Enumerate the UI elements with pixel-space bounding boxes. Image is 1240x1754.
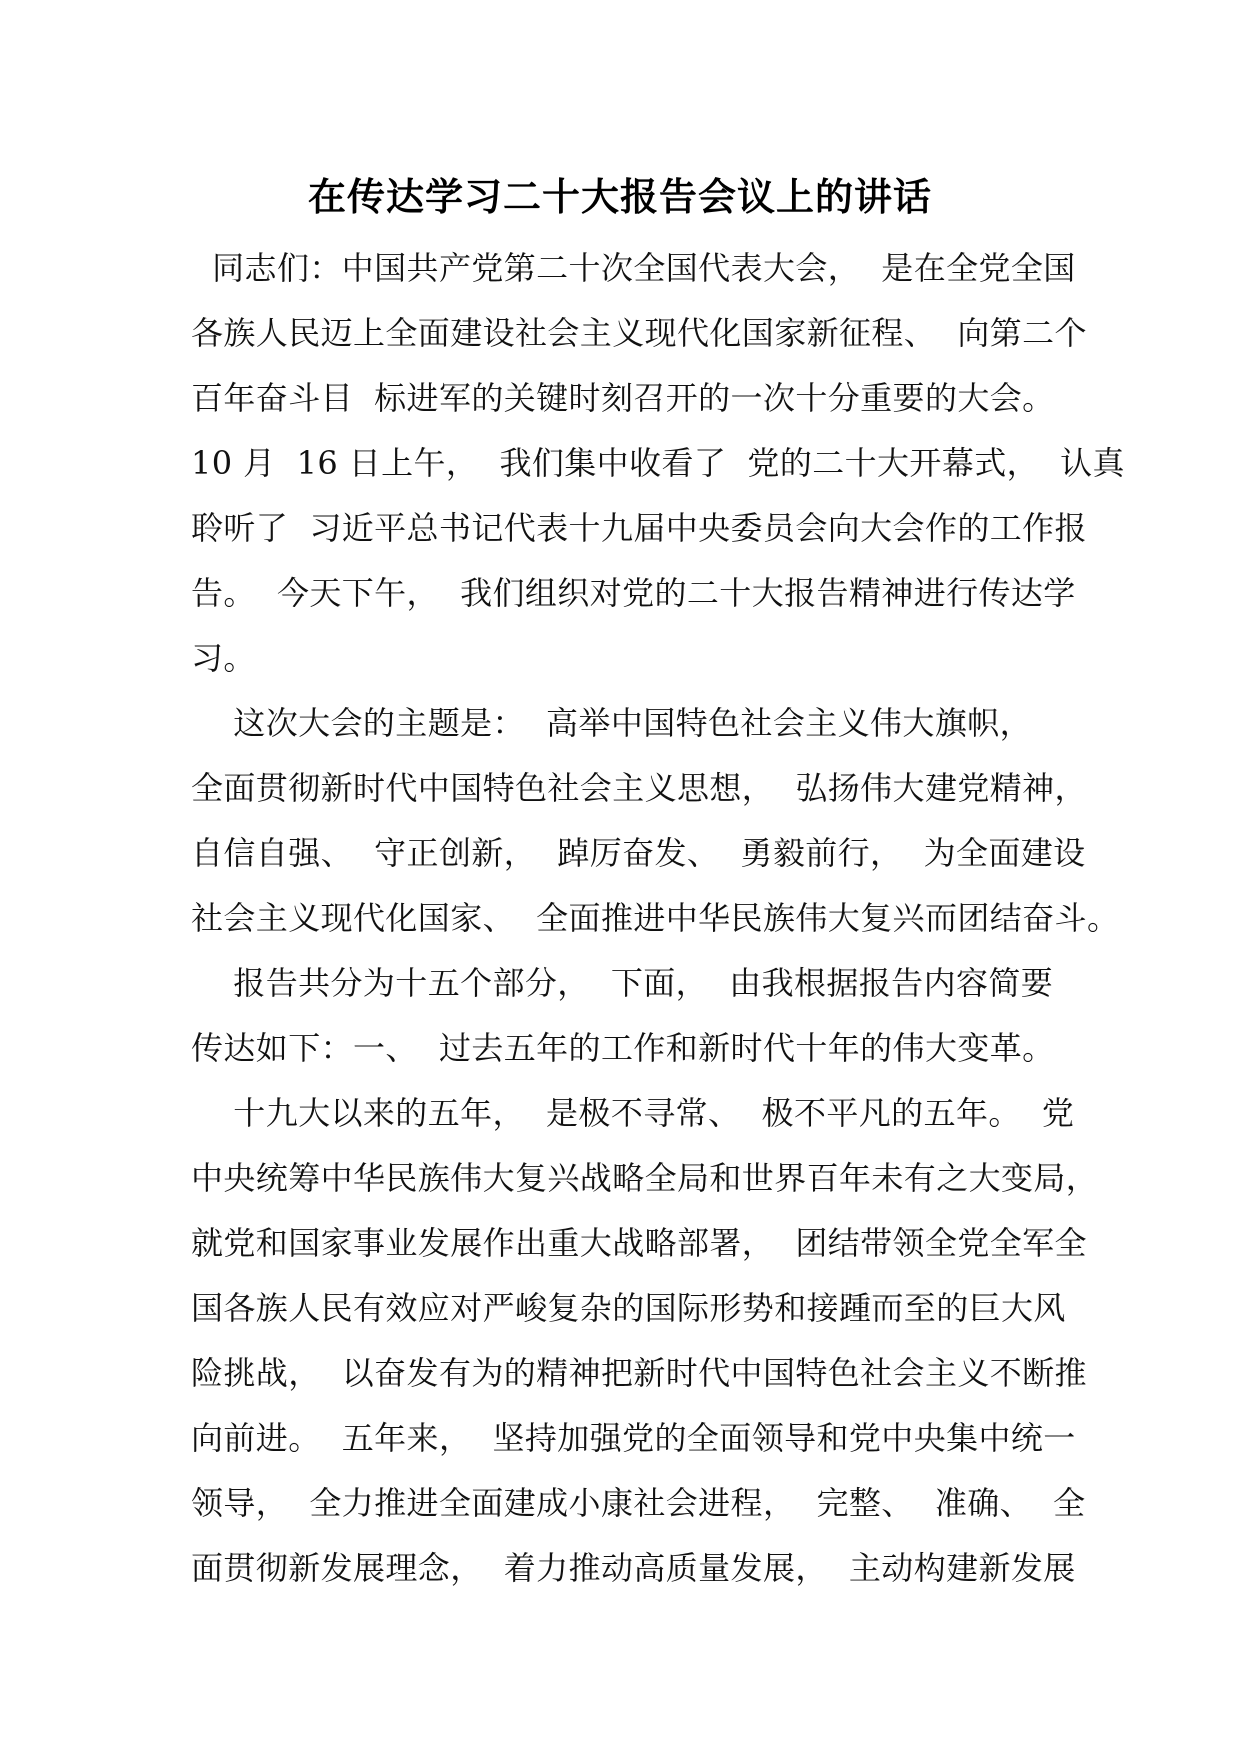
body-line: 险挑战， 以奋发有为的精神把新时代中国特色社会主义不断推 [191,1354,1087,1392]
body-line: 十九大以来的五年， 是极不寻常、 极不平凡的五年。 党 [191,1094,1075,1132]
body-line: 同志们：中国共产党第二十次全国代表大会， 是在全党全国 [191,249,1076,287]
body-line: 报告共分为十五个部分， 下面， 由我根据报告内容简要 [191,964,1054,1002]
body-line: 百年奋斗目 标进军的关键时刻召开的一次十分重要的大会。 [191,379,1055,417]
body-line: 告。 今天下午， 我们组织对党的二十大报告精神进行传达学 [191,574,1076,612]
body-line: 向前进。 五年来， 坚持加强党的全面领导和党中央集中统一 [191,1419,1076,1457]
body-line: 自信自强、 守正创新， 踔厉奋发、 勇毅前行， 为全面建设 [191,834,1086,872]
body-line: 面贯彻新发展理念， 着力推动高质量发展， 主动构建新发展 [191,1549,1076,1587]
body-line: 就党和国家事业发展作出重大战略部署， 团结带领全党全军全 [191,1224,1087,1262]
body-line: 这次大会的主题是： 高举中国特色社会主义伟大旗帜， [191,704,1033,742]
body-line: 各族人民迈上全面建设社会主义现代化国家新征程、 向第二个 [191,314,1087,352]
body-line: 社会主义现代化国家、 全面推进中华民族伟大复兴而团结奋斗。 [191,899,1120,937]
body-line: 领导， 全力推进全面建成小康社会进程， 完整、 准确、 全 [191,1484,1086,1522]
body-line: 10 月 16 日上午， 我们集中收看了 党的二十大开幕式， 认真 [191,444,1125,482]
document-title: 在传达学习二十大报告会议上的讲话 [307,175,932,219]
body-line: 国各族人民有效应对严峻复杂的国际形势和接踵而至的巨大风 [191,1289,1066,1327]
document-body [191,236,1125,1601]
body-line: 习。 [191,639,256,677]
body-line: 中央统筹中华民族伟大复兴战略全局和世界百年未有之大变局， [191,1159,1099,1197]
body-line: 聆听了 习近平总书记代表十九届中央委员会向大会作的工作报 [191,509,1087,547]
body-line: 全面贯彻新时代中国特色社会主义思想， 弘扬伟大建党精神， [191,769,1087,807]
body-line: 传达如下：一、 过去五年的工作和新时代十年的伟大变革。 [191,1029,1055,1067]
